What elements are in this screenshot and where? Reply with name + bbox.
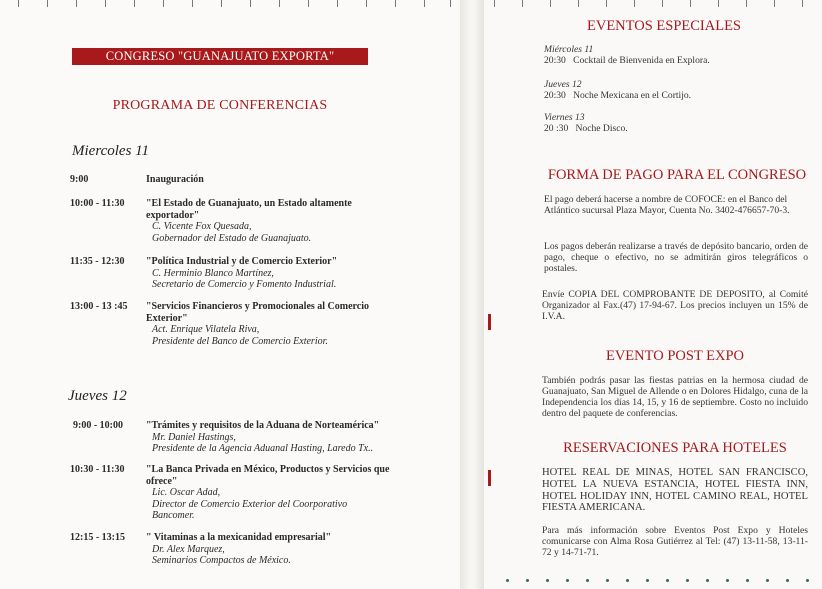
agenda-time: 9:00 bbox=[70, 174, 89, 185]
special-event-item bbox=[544, 79, 804, 101]
agenda-title: "Servicios Financieros y Promocionales al Comercio Exterior" bbox=[146, 301, 370, 324]
event-day: Miércoles 11 bbox=[544, 44, 594, 55]
page-gutter bbox=[460, 0, 484, 589]
binding-ticks bbox=[0, 0, 460, 8]
payment-paragraph: Envíe COPIA DEL COMPROBANTE DE DEPOSITO, al Comité Organizador al Fax.(47) 17-94-67. Los precios incluyen un 15% de I.V.A. bbox=[542, 289, 808, 322]
binding-dots bbox=[484, 579, 822, 583]
hotels-info: Para más información sobre Eventos Post Expo y Hoteles comunicarse con Alma Rosa Gutiérrez al Tel: (47) 13-11-58, 13-11-72 y 14-71-71. bbox=[542, 525, 808, 558]
event-description: Noche Mexicana en el Cortijo. bbox=[573, 90, 692, 101]
event-time: 20:30 bbox=[544, 55, 566, 66]
agenda-title: "Política Industrial y de Comercio Exterior" bbox=[146, 256, 338, 267]
agenda-title: "El Estado de Guanajuato, un Estado altamente exportador" bbox=[146, 198, 352, 221]
agenda-title: "Trámites y requisitos de la Aduana de Norteamérica" bbox=[146, 420, 380, 431]
agenda-time: 10:00 - 11:30 bbox=[70, 198, 125, 209]
right-page bbox=[484, 0, 822, 589]
agenda-speaker: C. Herminio Blanco Martínez, bbox=[152, 267, 274, 279]
agenda-speaker-role: Seminarios Compactos de México. bbox=[152, 555, 291, 566]
event-description: Noche Disco. bbox=[575, 123, 628, 134]
payment-title: FORMA DE PAGO PARA EL CONGRESO bbox=[547, 167, 807, 183]
agenda-time: 13:00 - 13 :45 bbox=[70, 301, 128, 312]
special-event-item bbox=[544, 112, 804, 134]
agenda-speaker: Dr. Alex Marquez, bbox=[152, 543, 225, 555]
agenda-time: 11:35 - 12:30 bbox=[70, 256, 125, 267]
agenda-time: 9:00 - 10:00 bbox=[73, 420, 123, 431]
agenda-time: 10:30 - 11:30 bbox=[70, 464, 125, 475]
event-day: Jueves 12 bbox=[544, 79, 582, 90]
payment-paragraph: El pago deberá hacerse a nombre de COFOCE: en el Banco del Atlántico sucursal Plaza Mayor, Cuenta No. 3402-476657-70-3. bbox=[544, 194, 790, 216]
event-day: Viernes 13 bbox=[544, 112, 585, 123]
day-heading-wednesday: Miercoles 11 bbox=[72, 143, 150, 159]
special-events-title: EVENTOS ESPECIALES bbox=[586, 18, 741, 34]
hotel-list: HOTEL REAL DE MINAS, HOTEL SAN FRANCISCO, HOTEL LA NUEVA ESTANCIA, HOTEL FIESTA INN, HOTEL HOLIDAY INN, HOTEL CAMINO REAL, HOTEL FIESTA AMERICANA. bbox=[542, 467, 808, 514]
program-title: PROGRAMA DE CONFERENCIAS bbox=[112, 98, 328, 113]
post-expo-title: EVENTO POST EXPO bbox=[605, 348, 745, 364]
event-description: Cocktail de Bienvenida en Explora. bbox=[573, 55, 710, 66]
event-time: 20 :30 bbox=[544, 123, 569, 134]
congress-banner: CONGRESO "GUANAJUATO EXPORTA" bbox=[72, 48, 368, 65]
binding-ticks bbox=[484, 0, 822, 8]
post-expo-paragraph: También podrás pasar las fiestas patrias en la hermosa ciudad de Guanajuato, San Miguel de Allende o en Dolores Hidalgo, cuna de la Independencia los días 14, 15, y 16 de septiembre. Costo no incluido dentro del paquete de conferencias. bbox=[542, 375, 808, 419]
event-time: 20:30 bbox=[544, 90, 566, 101]
bleed-mark bbox=[488, 314, 491, 330]
hotels-title: RESERVACIONES PARA HOTELES bbox=[563, 440, 787, 456]
agenda-speaker: Mr. Daniel Hastings, bbox=[152, 431, 236, 443]
agenda-speaker-role: Presidente del Banco de Comercio Exterior. bbox=[152, 335, 328, 347]
agenda-title: Inauguración bbox=[146, 174, 204, 185]
agenda-time: 12:15 - 13:15 bbox=[70, 532, 125, 543]
agenda-speaker-role: Gobernador del Estado de Guanajuato. bbox=[152, 232, 312, 244]
special-event-item bbox=[544, 44, 804, 66]
agenda-speaker-role: Presidente de la Agencia Aduanal Hasting, Laredo Tx.. bbox=[152, 443, 374, 454]
agenda-speaker: Lic. Oscar Adad, bbox=[152, 487, 221, 498]
bleed-mark bbox=[488, 470, 491, 486]
agenda-speaker-role: Director de Comercio Exterior del Coorporativo Bancomer. bbox=[152, 498, 348, 521]
day-heading-thursday: Jueves 12 bbox=[68, 388, 127, 404]
agenda-title: " Vitaminas a la mexicanidad empresarial" bbox=[146, 532, 332, 543]
agenda-speaker-role: Secretario de Comercio y Fomento Industrial. bbox=[152, 279, 337, 290]
agenda-title: "La Banca Privada en México, Productos y Servicios que ofrece" bbox=[146, 464, 390, 487]
agenda-speaker: C. Vicente Fox Quesada, bbox=[152, 221, 252, 232]
payment-paragraph: Los pagos deberán realizarse a través de depósito bancario, orden de pago, cheque o efectivo, no se admitirán giros telegráficos o postales. bbox=[544, 241, 808, 274]
agenda-speaker: Act. Enrique Vilatela Riva, bbox=[152, 324, 260, 335]
